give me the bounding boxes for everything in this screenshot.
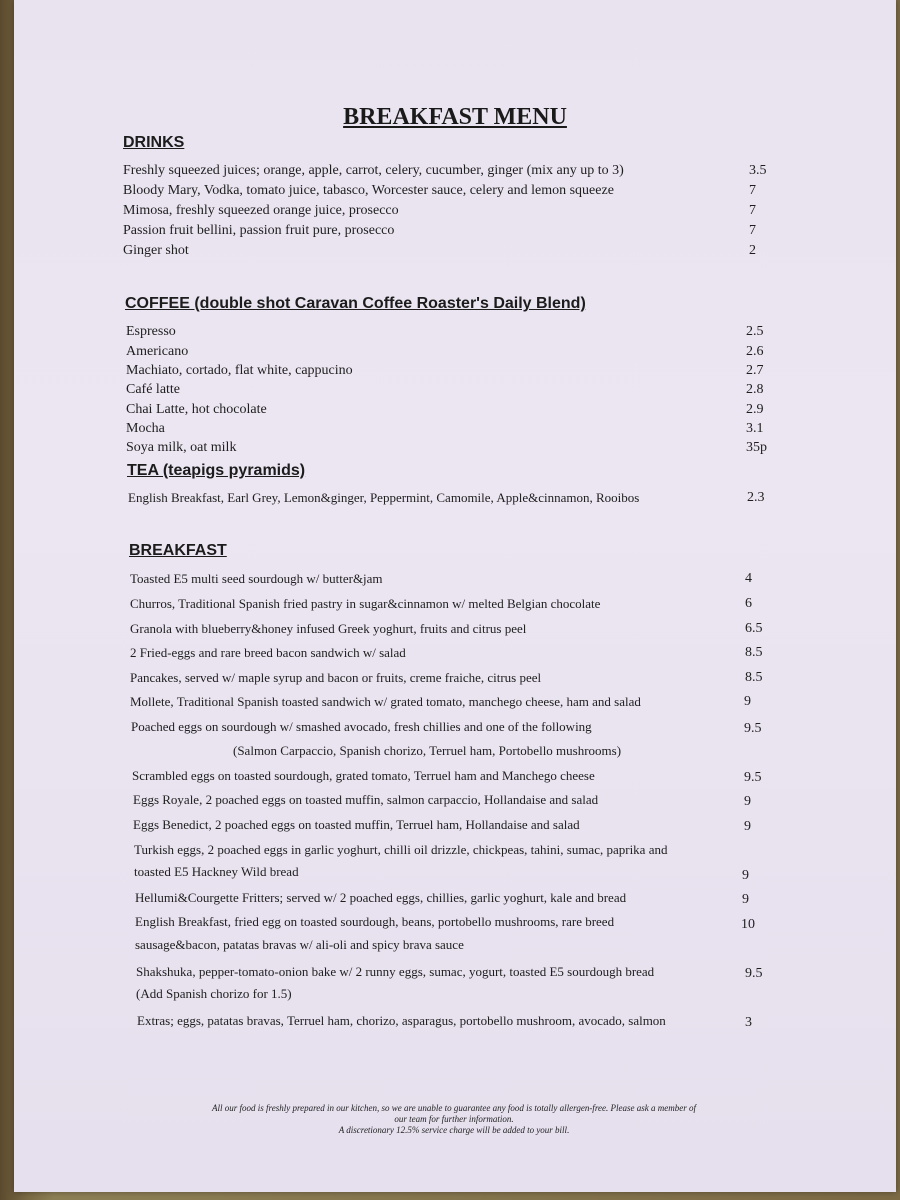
service-charge-note: A discretionary 12.5% service charge will be added to your bill. [338,1125,570,1135]
item-price: 9.5 [745,966,763,981]
item-price: 7 [749,183,756,198]
menu-item: Turkish eggs, 2 poached eggs in garlic yoghurt, chilli oil drizzle, chickpeas, tahini, sumac, paprika and [134,842,668,857]
menu-item: Americano [126,344,189,359]
menu-item-note: (Salmon Carpaccio, Spanish chorizo, Terruel ham, Portobello mushrooms) [233,743,622,758]
item-price: 6.5 [745,621,763,636]
item-price: 2.8 [746,382,764,397]
allergen-note: All our food is freshly prepared in our kitchen, so we are unable to guarantee any food is totally allergen-free. Please ask a member of [212,1103,696,1113]
item-price: 8.5 [745,670,763,685]
item-price: 2.5 [746,324,764,339]
breakfast-heading: BREAKFAST [129,542,227,559]
item-price: 3 [745,1015,752,1030]
menu-item: toasted E5 Hackney Wild bread [134,864,299,879]
item-price: 9 [742,868,749,883]
menu-item: Granola with blueberry&honey infused Greek yoghurt, fruits and citrus peel [130,621,527,636]
item-price: 10 [741,917,755,932]
menu-item: 2 Fried-eggs and rare breed bacon sandwich w/ salad [130,645,406,660]
item-price: 8.5 [745,645,763,660]
menu-item: English Breakfast, fried egg on toasted sourdough, beans, portobello mushrooms, rare breed [135,914,615,929]
menu-title: BREAKFAST MENU [343,104,567,130]
menu-item: sausage&bacon, patatas bravas w/ ali-oli and spicy brava sauce [135,937,464,952]
item-price: 9 [742,892,749,907]
item-price: 7 [749,203,756,218]
menu-item-note: (Add Spanish chorizo for 1.5) [136,986,292,1001]
item-price: 3.1 [746,421,764,436]
menu-item: Freshly squeezed juices; orange, apple, carrot, celery, cucumber, ginger (mix any up to 3) [123,163,624,178]
menu-item: Chai Latte, hot chocolate [126,402,267,417]
tea-heading: TEA (teapigs pyramids) [127,462,306,479]
item-price: 7 [749,223,756,238]
item-price: 3.5 [749,163,767,178]
menu-item: Machiato, cortado, flat white, cappucino [126,363,353,378]
item-price: 9 [744,794,751,809]
item-price: 35p [746,440,767,455]
menu-item: Soya milk, oat milk [126,440,237,455]
menu-item: Café latte [126,382,181,397]
menu-item: Toasted E5 multi seed sourdough w/ butter&jam [130,571,383,586]
menu-item: Churros, Traditional Spanish fried pastry in sugar&cinnamon w/ melted Belgian chocolate [130,596,601,611]
menu-item: Ginger shot [123,243,189,258]
item-price: 9 [744,819,751,834]
item-price: 9.5 [744,770,762,785]
item-price: 9.5 [744,721,762,736]
item-price: 2 [749,243,756,258]
menu-item: Mimosa, freshly squeezed orange juice, prosecco [123,203,399,218]
menu-item: Scrambled eggs on toasted sourdough, grated tomato, Terruel ham and Manchego cheese [132,768,595,783]
menu-item: Passion fruit bellini, passion fruit pure, prosecco [123,223,395,238]
drinks-heading: DRINKS [123,134,185,151]
menu-item: Hellumi&Courgette Fritters; served w/ 2 poached eggs, chillies, garlic yoghurt, kale and bread [135,890,627,905]
menu-item: Bloody Mary, Vodka, tomato juice, tabasco, Worcester sauce, celery and lemon squeeze [123,183,614,198]
menu-paper [14,0,896,1192]
item-price: 9 [744,694,751,709]
menu-item: Poached eggs on sourdough w/ smashed avocado, fresh chillies and one of the following [131,719,592,734]
allergen-note-cont: our team for further information. [394,1114,514,1124]
menu-item: Eggs Royale, 2 poached eggs on toasted muffin, salmon carpaccio, Hollandaise and salad [133,792,599,807]
item-price: 2.6 [746,344,764,359]
item-price: 2.3 [747,490,765,505]
menu-item: Eggs Benedict, 2 poached eggs on toasted muffin, Terruel ham, Hollandaise and salad [133,817,580,832]
menu-item: Pancakes, served w/ maple syrup and bacon or fruits, creme fraiche, citrus peel [130,670,542,685]
menu-item: Espresso [126,324,176,339]
item-price: 2.9 [746,402,764,417]
menu-item: English Breakfast, Earl Grey, Lemon&ginger, Peppermint, Camomile, Apple&cinnamon, Rooibos [128,490,640,505]
menu-item: Mollete, Traditional Spanish toasted sandwich w/ grated tomato, manchego cheese, ham and salad [130,694,641,709]
item-price: 6 [745,596,752,611]
menu-item: Mocha [126,421,165,436]
coffee-heading: COFFEE (double shot Caravan Coffee Roaster's Daily Blend) [125,295,586,312]
menu-item: Extras; eggs, patatas bravas, Terruel ham, chorizo, asparagus, portobello mushroom, avocado, salmon [137,1013,666,1028]
item-price: 2.7 [746,363,764,378]
menu-item: Shakshuka, pepper-tomato-onion bake w/ 2 runny eggs, sumac, yogurt, toasted E5 sourdough bread [136,964,655,979]
item-price: 4 [745,571,752,586]
